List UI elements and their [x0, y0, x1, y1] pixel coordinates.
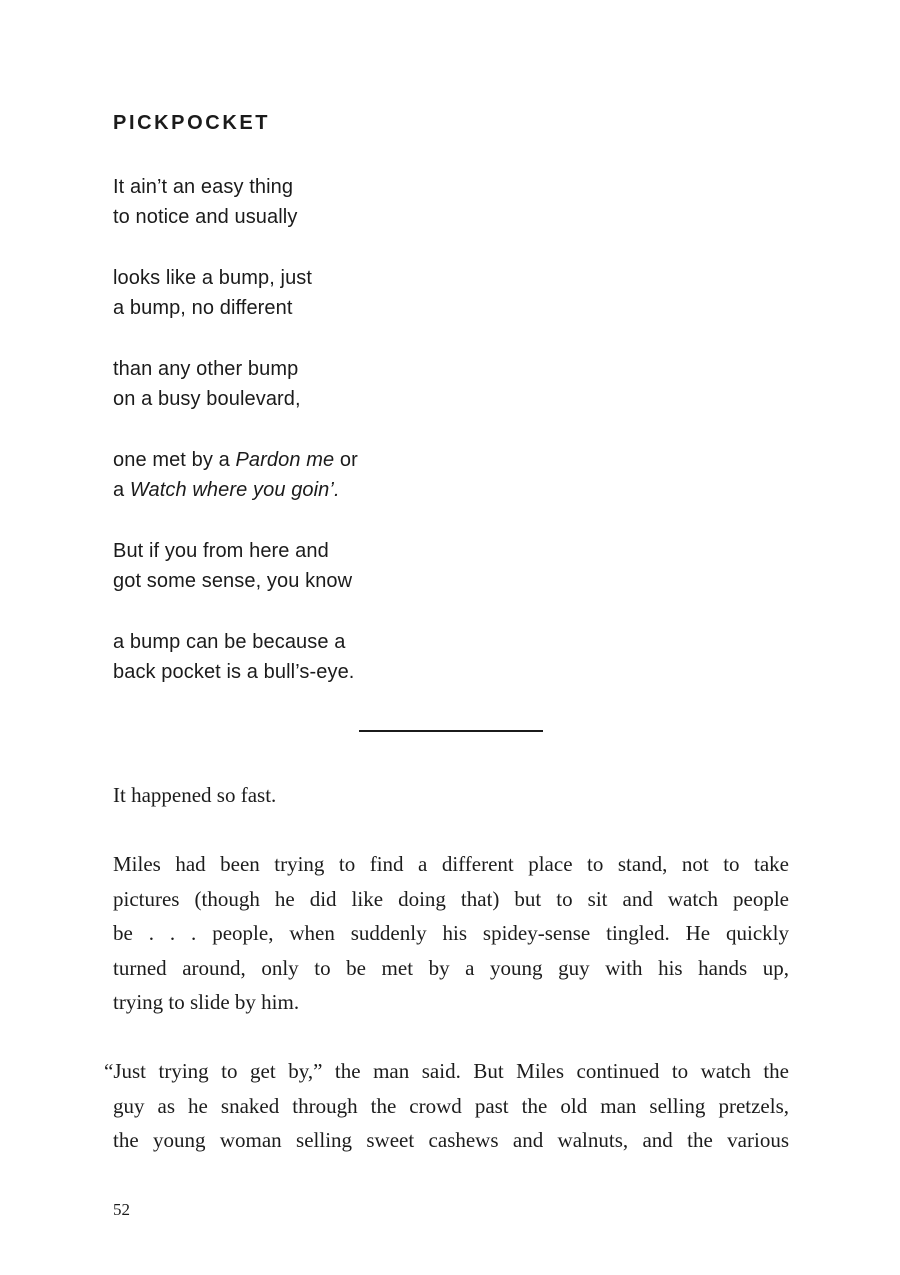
poem-text: got some sense, you know	[113, 570, 353, 592]
poem-text: on a busy boulevard,	[113, 388, 301, 410]
poem-line	[113, 536, 789, 566]
poem-line	[113, 657, 789, 687]
poem-line	[113, 566, 789, 596]
prose-line: trying to slide by him.	[113, 990, 300, 1014]
section-divider	[359, 730, 543, 732]
poem-text-italic: Pardon me	[235, 449, 335, 471]
poem-line	[113, 202, 789, 232]
poem-line	[113, 263, 789, 293]
poem-line	[113, 384, 789, 414]
poem-stanza-5	[113, 536, 789, 596]
poem-stanza-1	[113, 172, 789, 232]
prose-line: pictures (though he did like doing that) but to sit and watch people	[113, 886, 789, 911]
page-number: 52	[113, 1200, 130, 1219]
poem-line	[113, 475, 789, 505]
poem-stanza-2	[113, 263, 789, 323]
poem-stanza-6	[113, 627, 789, 687]
poem-text: or	[334, 449, 358, 471]
poem-text: But if you from here and	[113, 540, 329, 562]
poem-line	[113, 293, 789, 323]
poem-title: PICKPOCKET	[113, 112, 271, 134]
poem-line	[113, 172, 789, 202]
prose-line: the young woman selling sweet cashews and walnuts, and the various	[113, 1128, 789, 1152]
poem-text: a bump, no different	[113, 297, 293, 319]
prose-line: It happened so fast.	[113, 783, 277, 807]
poem-text-italic: Watch where you goin’.	[129, 479, 340, 501]
prose-paragraph-1	[113, 778, 789, 813]
poem-stanza-3	[113, 354, 789, 414]
prose-paragraph-3	[104, 1054, 789, 1158]
poem-text: It ain’t an easy thing	[113, 176, 294, 198]
poem-line	[113, 445, 789, 475]
prose-line: turned around, only to be met by a young guy with his hands up,	[113, 955, 789, 980]
poem-text: looks like a bump, just	[113, 267, 313, 289]
poem-line	[113, 354, 789, 384]
poem-text: back pocket is a bull’s-eye.	[113, 661, 355, 683]
poem-text: a bump can be because a	[113, 631, 346, 653]
poem-text: than any other bump	[113, 358, 299, 380]
poem	[113, 172, 789, 687]
poem-stanza-4	[113, 445, 789, 505]
poem-text: one met by a	[113, 449, 236, 471]
page-content	[104, 0, 789, 1158]
prose-line: “Just trying to get by,” the man said. But Miles continued to watch the	[104, 1059, 789, 1083]
poem-line	[113, 627, 789, 657]
prose-line: Miles had been trying to find a different place to stand, not to take	[113, 852, 789, 876]
poem-text: a	[113, 479, 130, 501]
prose-section	[104, 778, 789, 1158]
prose-paragraph-2	[113, 847, 789, 1020]
poem-text: to notice and usually	[113, 206, 298, 228]
prose-line: guy as he snaked through the crowd past the old man selling pretzels,	[113, 1093, 789, 1118]
prose-line: be . . . people, when suddenly his spidey-sense tingled. He quickly	[113, 921, 789, 945]
